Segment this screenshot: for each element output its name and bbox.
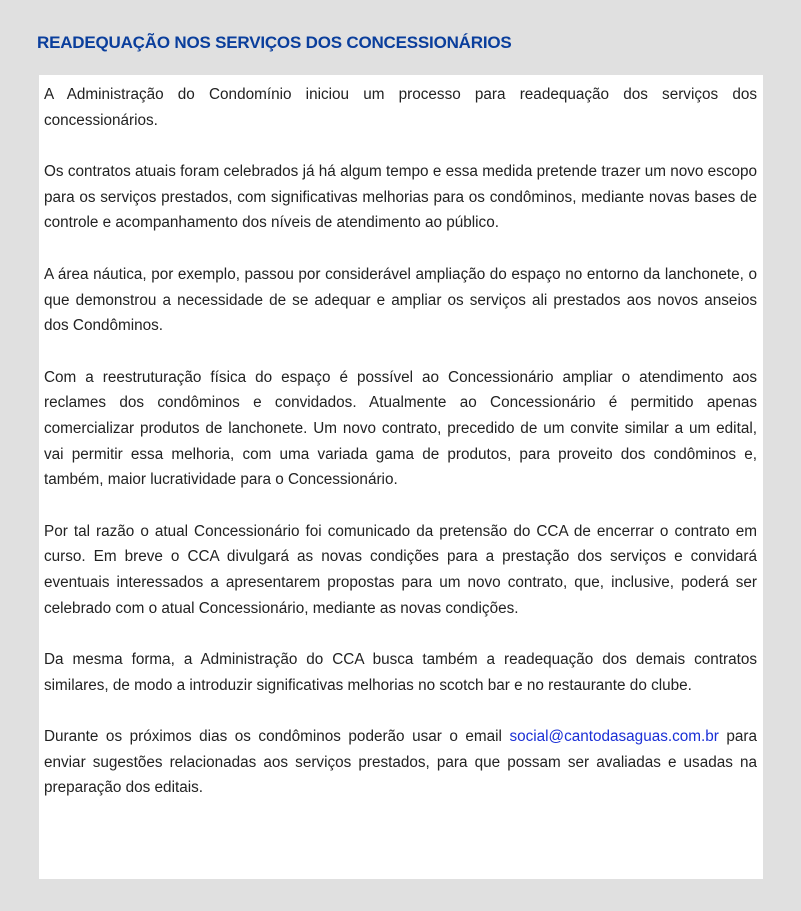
paragraph-contracts: Os contratos atuais foram celebrados já há algum tempo e essa medida pretende trazer um novo escopo para os serviços prestados, com significativas melhorias para os condôminos, mediante novas bases de controle e acompanhamento dos níveis de atendimento ao público. [44, 163, 757, 232]
paragraph-intro: A Administração do Condomínio iniciou um processo para readequação dos serviços dos concessionários. [44, 86, 757, 129]
email-link[interactable]: social@cantodasaguas.com.br [509, 728, 719, 746]
paragraph-current-concessionaire: Por tal razão o atual Concessionário foi comunicado da pretensão do CCA de encerrar o contrato em curso. Em breve o CCA divulgará as novas condições para a prestação dos serviços e convidará eventuais interessados a apresentarem propostas para um novo contrato, que, inclusive, poderá ser celebrado com o atual Concessionário, mediante as novas condições. [44, 522, 757, 617]
paragraph-closing [44, 724, 757, 801]
closing-text-before-email: Durante os próximos dias os condôminos poderão usar o email [44, 728, 510, 746]
page-title: READEQUAÇÃO NOS SERVIÇOS DOS CONCESSIONÁRIOS [37, 33, 512, 52]
article-body [39, 75, 763, 879]
paragraph-other-contracts: Da mesma forma, a Administração do CCA busca também a readequação dos demais contratos similares, de modo a introduzir significativas melhorias no scotch bar e no restaurante do clube. [44, 651, 757, 694]
paragraph-nautical-area: A área náutica, por exemplo, passou por considerável ampliação do espaço no entorno da lanchonete, o que demonstrou a necessidade de se adequar e ampliar os serviços ali prestados aos novos anseios dos Condôminos. [44, 265, 757, 335]
closing-text-after-email: para enviar sugestões relacionadas aos serviços prestados, para que possam ser avaliadas e usadas na preparação dos editais. [44, 728, 757, 797]
paragraph-restructuring: Com a reestruturação física do espaço é possível ao Concessionário ampliar o atendimento aos reclames dos condôminos e convidados. Atualmente ao Concessionário é permitido apenas comercializar produtos de lanchonete. Um novo contrato, precedido de um convite similar a um edital, vai permitir essa melhoria, com uma variada gama de produtos, para proveito dos condôminos e, também, maior lucratividade para o Concessionário. [44, 368, 757, 489]
